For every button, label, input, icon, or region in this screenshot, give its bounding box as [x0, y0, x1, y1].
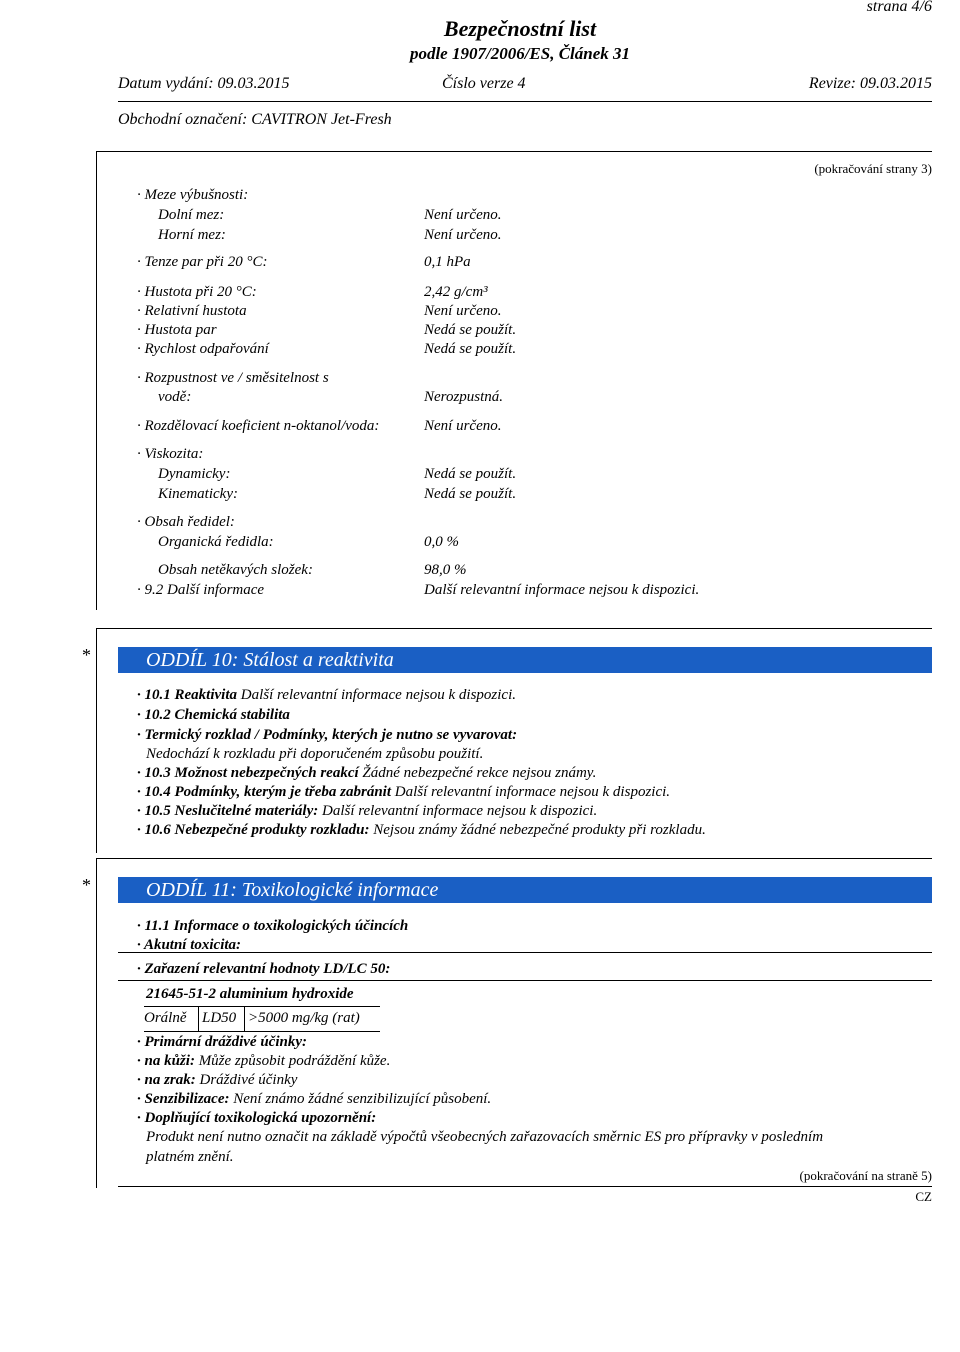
- header-meta-row: [118, 75, 932, 95]
- sensitisation-label: · Senzibilizace:: [137, 1091, 230, 1107]
- section-11-top-line: [96, 858, 932, 859]
- vapour-density-label: · Hustota par: [137, 322, 217, 338]
- thermal-decomposition-text: Nedochází k rozkladu při doporučeném způsobu použití.: [146, 746, 484, 762]
- skin-effect-line: [137, 1052, 390, 1070]
- incompatible-materials-line: [137, 802, 597, 820]
- toxicological-effects-label: · 11.1 Informace o toxikologických účincích: [137, 918, 409, 934]
- ld50-type: LD50: [202, 1010, 237, 1026]
- partition-coefficient-value: Není určeno.: [424, 418, 502, 434]
- other-information-value: Další relevantní informace nejsou k dispozici.: [424, 582, 700, 598]
- partition-coefficient-label: · Rozdělovací koeficient n-oktanol/voda:: [137, 418, 380, 434]
- issue-date: Datum vydání: 09.03.2015: [118, 75, 290, 92]
- conditions-to-avoid-text: Další relevantní informace nejsou k dispozici.: [394, 784, 671, 800]
- nonvolatile-content-value: 98,0 %: [424, 562, 467, 578]
- continuation-note-bottom: (pokračování na straně 5): [799, 1168, 932, 1183]
- substance-name: 21645-51-2 aluminium hydroxide: [146, 986, 354, 1002]
- reactivity-label: · 10.1 Reaktivita: [137, 687, 237, 703]
- chemical-stability-label: · 10.2 Chemická stabilita: [137, 707, 290, 723]
- hazardous-reactions-text: Žádné nebezpečné rekce nejsou známy.: [362, 765, 597, 781]
- viscosity-label: · Viskozita:: [137, 446, 204, 462]
- section-11-left-line: [96, 858, 97, 1188]
- other-information-label: · 9.2 Další informace: [137, 582, 265, 598]
- version-number: Číslo verze 4: [442, 75, 526, 92]
- evaporation-rate-value: Nedá se použít.: [424, 341, 517, 357]
- header-divider: [118, 101, 932, 102]
- solubility-label-water: vodě:: [158, 389, 192, 405]
- incompatible-materials-text: Další relevantní informace nejsou k dispozici.: [321, 803, 598, 819]
- section-11-title: ODDÍL 11: Toxikologické informace: [146, 879, 439, 901]
- hazardous-reactions-line: [137, 764, 596, 782]
- dynamic-viscosity-value: Nedá se použít.: [424, 466, 517, 482]
- additional-toxicology-text-2: platném znění.: [146, 1149, 234, 1165]
- continuation-note-top: (pokračování strany 3): [814, 161, 932, 176]
- section-11-header: [118, 877, 932, 903]
- ld50-block-top-line: [118, 952, 932, 953]
- ld50-table-separator-1: [198, 1007, 199, 1031]
- organic-solvents-value: 0,0 %: [424, 534, 459, 550]
- decomposition-products-line: [137, 821, 706, 839]
- ld50-block-divider: [118, 980, 932, 981]
- upper-limit-label: Horní mez:: [158, 227, 226, 243]
- sensitisation-line: [137, 1090, 491, 1108]
- ld50-table: [144, 1006, 380, 1032]
- ld50-table-separator-2: [244, 1007, 245, 1031]
- lower-limit-label: Dolní mez:: [158, 207, 225, 223]
- country-code: CZ: [915, 1189, 932, 1204]
- kinematic-viscosity-value: Nedá se použít.: [424, 486, 517, 502]
- relative-density-value: Není určeno.: [424, 303, 502, 319]
- lower-limit-value: Není určeno.: [424, 207, 502, 223]
- trade-name: Obchodní označení: CAVITRON Jet-Fresh: [118, 111, 392, 128]
- page-number: strana 4/6: [866, 0, 932, 15]
- eye-effect-text: Dráždivé účinky: [199, 1072, 298, 1088]
- frame-left-line: [96, 151, 97, 610]
- density-value: 2,42 g/cm³: [424, 284, 488, 300]
- decomposition-products-label: · 10.6 Nebezpečné produkty rozkladu:: [137, 822, 370, 838]
- ld50-value: >5000 mg/kg (rat): [248, 1010, 360, 1026]
- section-10-header: [118, 647, 932, 673]
- reactivity-line: [137, 686, 516, 704]
- section-10-top-line: [96, 628, 932, 629]
- solvent-content-label: · Obsah ředidel:: [137, 514, 235, 530]
- eye-effect-label: · na zrak:: [137, 1072, 196, 1088]
- footer-line: [118, 1186, 932, 1187]
- conditions-to-avoid-line: [137, 783, 670, 801]
- sensitisation-text: Není známo žádné senzibilizující působení.: [233, 1091, 492, 1107]
- dynamic-viscosity-label: Dynamicky:: [158, 466, 231, 482]
- section-10-title: ODDÍL 10: Stálost a reaktivita: [146, 649, 394, 671]
- additional-toxicology-label: · Doplňující toxikologická upozornění:: [137, 1110, 377, 1126]
- primary-irritant-label: · Primární dráždivé účinky:: [137, 1034, 308, 1050]
- vapour-density-value: Nedá se použít.: [424, 322, 517, 338]
- evaporation-rate-label: · Rychlost odpařování: [137, 341, 269, 357]
- decomposition-products-text: Nejsou známy žádné nebezpečné produkty při rozkladu.: [373, 822, 706, 838]
- conditions-to-avoid-label: · 10.4 Podmínky, kterým je třeba zabránit: [137, 784, 392, 800]
- organic-solvents-label: Organická ředidla:: [158, 534, 274, 550]
- section-10-revision-mark: *: [82, 645, 91, 665]
- vapour-pressure-value: 0,1 hPa: [424, 254, 471, 270]
- kinematic-viscosity-label: Kinematicky:: [158, 486, 238, 502]
- skin-effect-text: Může způsobit podráždění kůže.: [198, 1053, 391, 1069]
- vapour-pressure-label: · Tenze par při 20 °C:: [137, 254, 268, 270]
- section-10-left-line: [96, 628, 97, 853]
- solubility-value: Nerozpustná.: [424, 389, 504, 405]
- relative-density-label: · Relativní hustota: [137, 303, 247, 319]
- reactivity-text: Další relevantní informace nejsou k dispozici.: [240, 687, 516, 703]
- section-11-revision-mark: *: [82, 875, 91, 895]
- additional-toxicology-text-1: Produkt není nutno označit na základě výpočtů všeobecných zařazovacích směrnic ES pro přípravky v posledním: [146, 1129, 824, 1145]
- ld50-route: Orálně: [144, 1010, 187, 1026]
- density-label: · Hustota při 20 °C:: [137, 284, 257, 300]
- acute-toxicity-label: · Akutní toxicita:: [137, 937, 242, 953]
- regulation-subtitle: podle 1907/2006/ES, Článek 31: [409, 44, 631, 63]
- revision-date: Revize: 09.03.2015: [808, 75, 932, 92]
- frame-top-line: [96, 151, 932, 152]
- ld50-classification-label: · Zařazení relevantní hodnoty LD/LC 50:: [137, 961, 391, 977]
- eye-effect-line: [137, 1071, 297, 1089]
- nonvolatile-content-label: Obsah netěkavých složek:: [158, 562, 313, 578]
- hazardous-reactions-label: · 10.3 Možnost nebezpečných reakcí: [137, 765, 359, 781]
- thermal-decomposition-label: · Termický rozklad / Podmínky, kterých je nutno se vyvarovat:: [137, 727, 518, 743]
- solubility-label: · Rozpustnost ve / směsitelnost s: [137, 370, 329, 386]
- incompatible-materials-label: · 10.5 Neslučitelné materiály:: [137, 803, 319, 819]
- upper-limit-value: Není určeno.: [424, 227, 502, 243]
- skin-effect-label: · na kůži:: [137, 1053, 195, 1069]
- document-title: Bezpečnostní list: [443, 16, 597, 41]
- explosion-limits-label: · Meze výbušnosti:: [137, 187, 249, 203]
